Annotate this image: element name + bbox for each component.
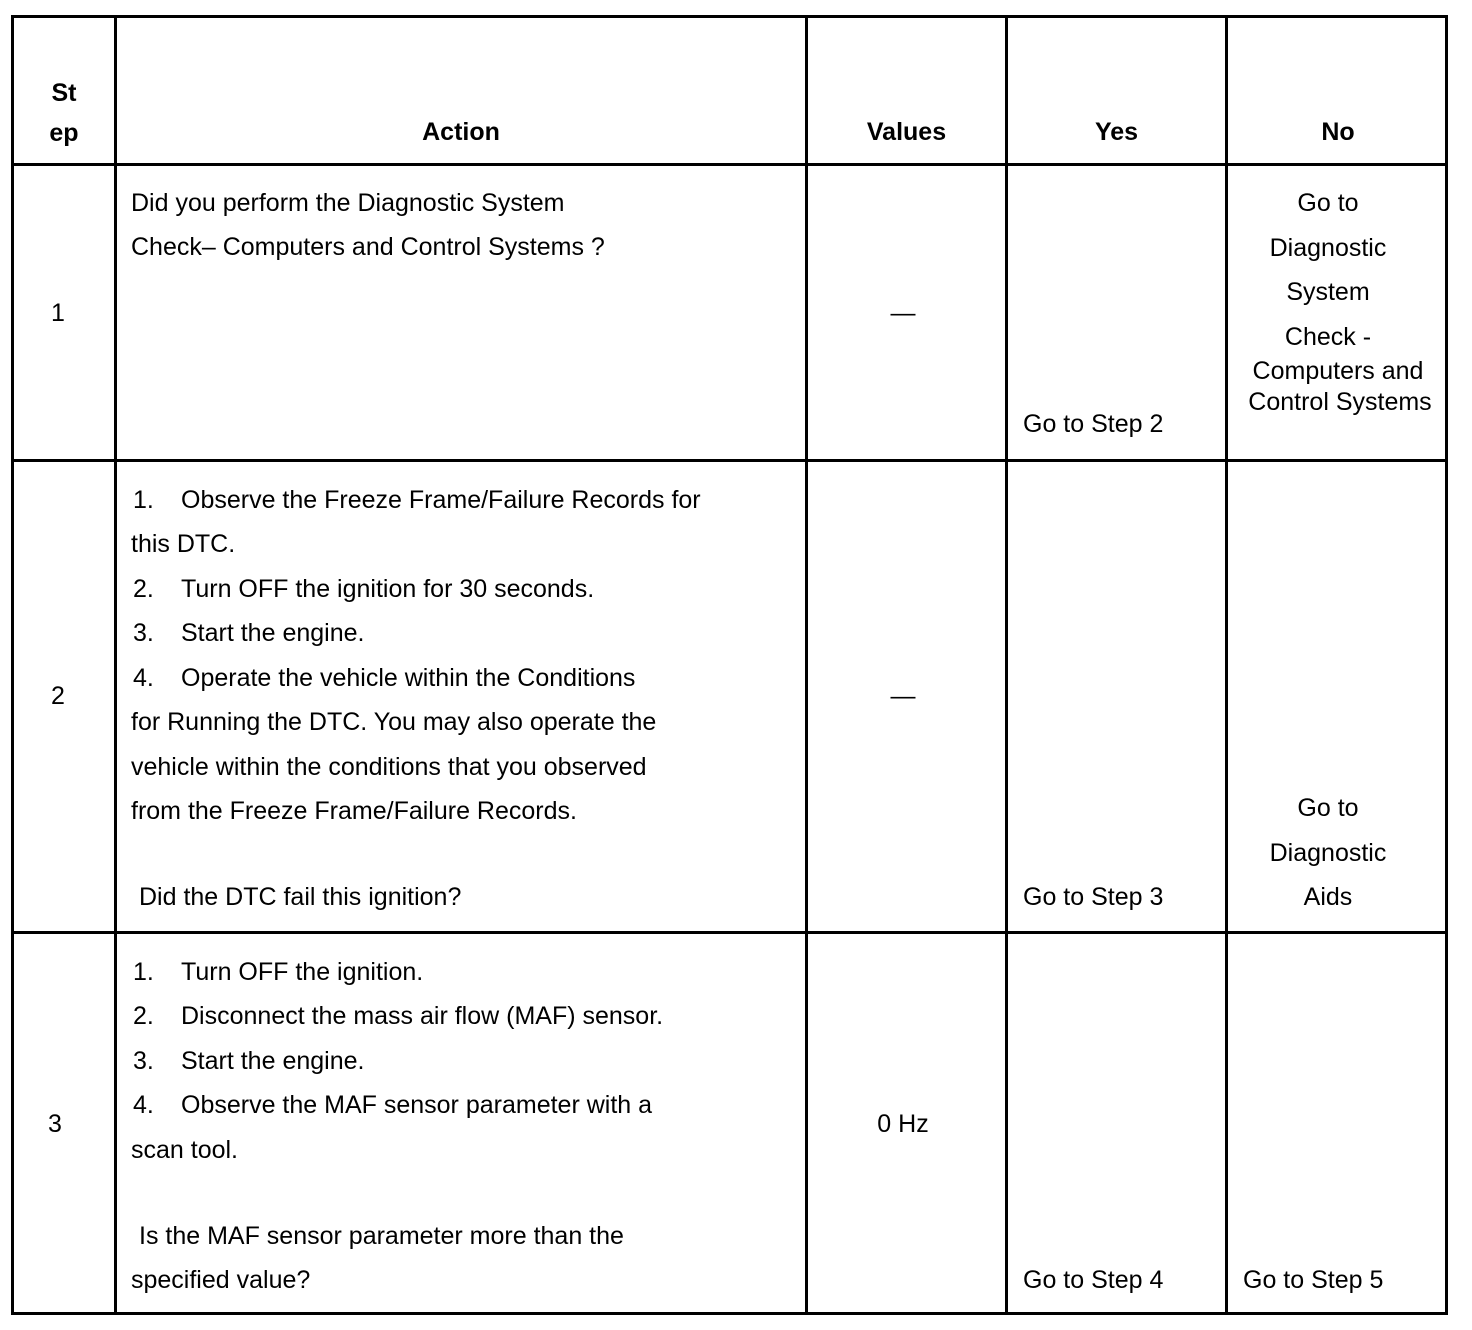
step-number: 2 (51, 682, 65, 710)
list-text: Disconnect the mass air flow (MAF) sensor. (181, 1002, 664, 1030)
list-text: Start the engine. (181, 619, 365, 647)
action-question: specified value? (131, 1266, 311, 1294)
list-text: Observe the Freeze Frame/Failure Records for (181, 486, 701, 514)
step-number: 1 (51, 299, 65, 327)
no-link-line: Computers and (1252, 357, 1424, 385)
list-text: Observe the MAF sensor parameter with a (181, 1091, 653, 1119)
action-line: scan tool. (131, 1136, 239, 1164)
no-link-line: Diagnostic (1269, 838, 1387, 867)
action-question: Is the MAF sensor parameter more than the (139, 1222, 624, 1250)
action-line (131, 1083, 652, 1128)
list-number: 2. (133, 575, 154, 603)
row-divider (14, 163, 1445, 166)
action-question: Did the DTC fail this ignition? (139, 883, 462, 911)
row-divider (14, 931, 1445, 934)
row-divider (14, 459, 1445, 462)
column-divider (114, 18, 117, 1312)
action-line (131, 611, 364, 656)
yes-link[interactable]: Go to Step 3 (1023, 883, 1164, 911)
list-number: 3. (133, 1047, 154, 1075)
list-text: Turn OFF the ignition. (181, 958, 424, 986)
no-link[interactable]: Go to Step 5 (1243, 1266, 1384, 1294)
action-line: vehicle within the conditions that you observed (131, 753, 647, 781)
header-values: Values (866, 118, 947, 146)
column-divider (1005, 18, 1008, 1312)
yes-link[interactable]: Go to Step 2 (1023, 410, 1164, 438)
action-line: from the Freeze Frame/Failure Records. (131, 797, 577, 825)
action-line: Check– Computers and Control Systems ? (131, 233, 605, 261)
header-action: Action (422, 118, 500, 146)
no-link[interactable] (1228, 181, 1458, 417)
action-line: this DTC. (131, 530, 236, 558)
no-link-line: Go to (1297, 794, 1359, 822)
action-line (131, 567, 594, 612)
no-link-line: Diagnostic (1269, 233, 1387, 262)
list-number: 1. (133, 958, 154, 986)
value-cell: — (890, 682, 916, 710)
no-link-line: Aids (1303, 883, 1353, 911)
no-link-line: Control Systems (1248, 388, 1432, 416)
header-step-line1: St (51, 79, 77, 107)
action-line (131, 1039, 364, 1084)
diagnostic-table (11, 15, 1448, 1315)
header-step-line2: ep (49, 119, 79, 147)
action-line (131, 478, 701, 523)
list-text: Turn OFF the ignition for 30 seconds. (181, 575, 595, 603)
no-link-line: Check - (1284, 322, 1372, 351)
value-cell: 0 Hz (877, 1110, 929, 1138)
action-line (131, 950, 423, 995)
action-line (131, 656, 635, 701)
list-number: 2. (133, 1002, 154, 1030)
list-number: 4. (133, 664, 154, 692)
action-line: for Running the DTC. You may also operate the (131, 708, 657, 736)
yes-link[interactable]: Go to Step 4 (1023, 1266, 1164, 1294)
action-line (131, 994, 663, 1039)
list-text: Start the engine. (181, 1047, 365, 1075)
no-link-line: Go to (1297, 189, 1359, 217)
list-number: 4. (133, 1091, 154, 1119)
no-link-line: System (1286, 278, 1370, 306)
list-text: Operate the vehicle within the Conditions (181, 664, 636, 692)
list-number: 1. (133, 486, 154, 514)
header-yes: Yes (1094, 118, 1139, 146)
list-number: 3. (133, 619, 154, 647)
action-line: Did you perform the Diagnostic System (131, 189, 565, 217)
header-step (14, 73, 114, 153)
no-link[interactable] (1228, 786, 1428, 920)
header-no: No (1321, 118, 1355, 146)
value-cell: — (890, 299, 916, 327)
step-number: 3 (48, 1110, 62, 1138)
